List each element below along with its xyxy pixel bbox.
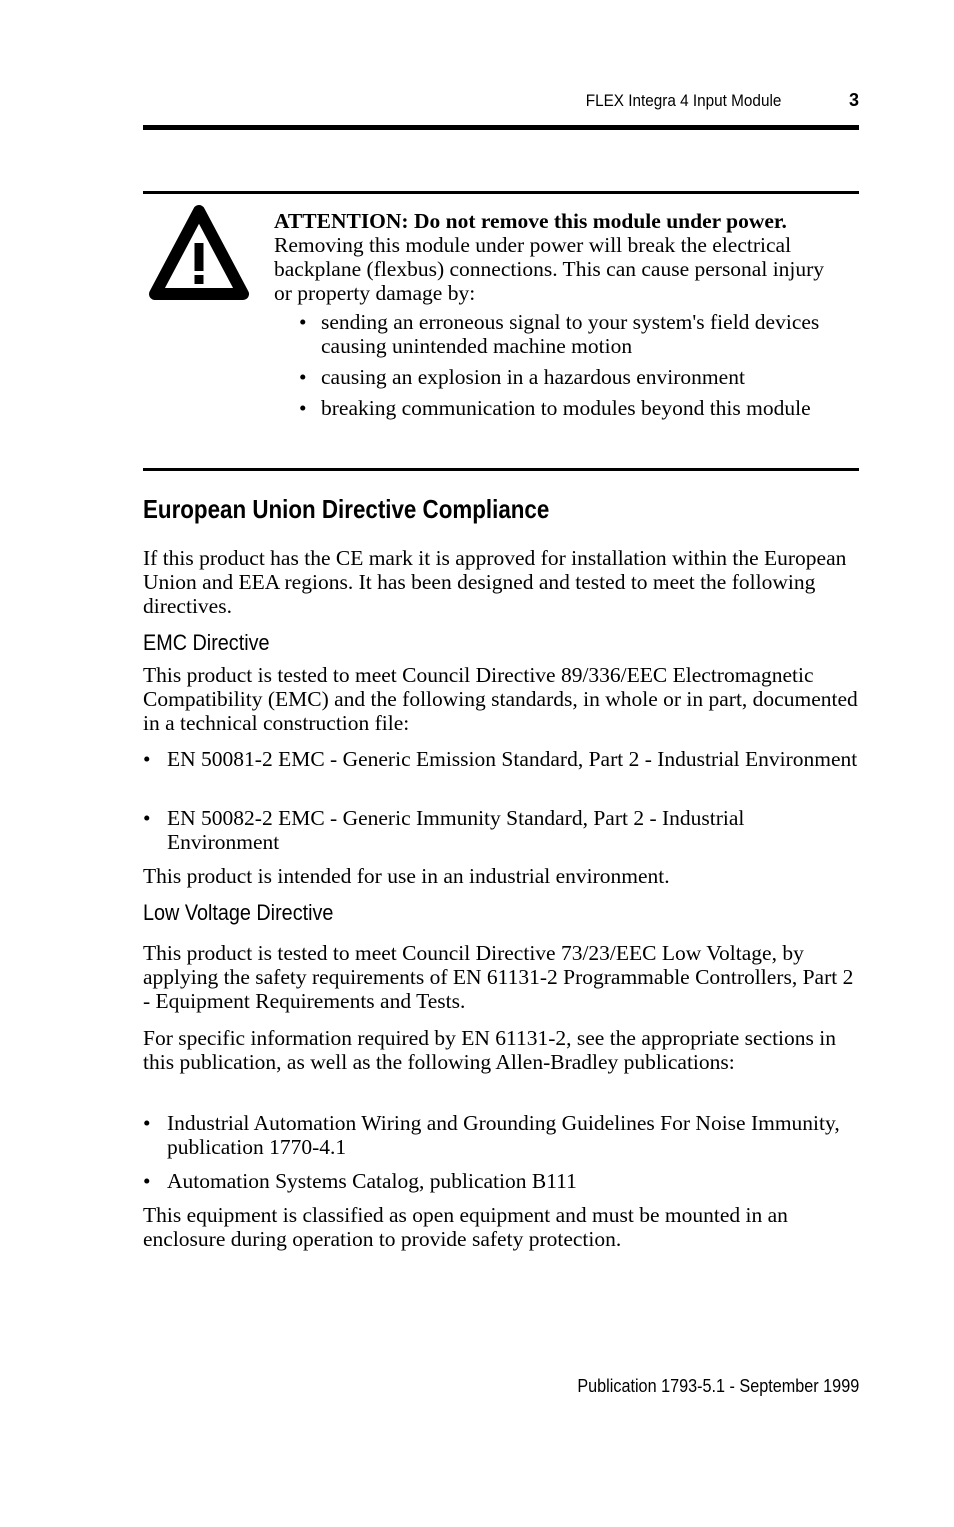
emc-note: This product is intended for use in an industrial environment.: [143, 864, 670, 888]
list-item: • Industrial Automation Wiring and Grounding Guidelines For Noise Immunity, publication 1770-4.1: [143, 1111, 859, 1159]
list-item: • Automation Systems Catalog, publication B111: [143, 1169, 859, 1193]
publication-footer: Publication 1793-5.1 - September 1999: [577, 1376, 859, 1396]
emc-paragraph: This product is tested to meet Council Directive 89/336/EEC Electromagnetic Compatibility (EMC) and the following standards, in whole or in part, documented in a technical construction file:: [143, 663, 858, 735]
attention-text: Removing this module under power will break the electrical backplane (flexbus) connections. This can cause personal injury or property damage by:: [274, 233, 825, 305]
attention-paragraph: [274, 209, 846, 305]
page-number: 3: [848, 90, 859, 110]
closing-paragraph: This equipment is classified as open equipment and must be mounted in an enclosure during operation to provide safety protection.: [143, 1203, 788, 1251]
list-item: • breaking communication to modules beyond this module: [274, 396, 846, 420]
running-title: FLEX Integra 4 Input Module: [585, 91, 781, 110]
attention-label: ATTENTION:: [274, 209, 409, 233]
intro-paragraph: If this product has the CE mark it is approved for installation within the European Union and EEA regions. It has been designed and tested to meet the following directives.: [143, 546, 847, 618]
emc-heading: EMC Directive: [143, 630, 270, 655]
emc-standards-list-2: [143, 806, 859, 854]
list-item: • EN 50082-2 EMC - Generic Immunity Standard, Part 2 - Industrial Environment: [143, 806, 859, 854]
lvd-paragraph-2: For specific information required by EN 61131-2, see the appropriate sections in this publication, as well as the following Allen-Bradley publications:: [143, 1026, 836, 1074]
attention-notice: [274, 209, 846, 427]
list-item: • sending an erroneous signal to your system's field devices causing unintended machine motion: [274, 310, 846, 358]
attention-bottom-rule: [143, 468, 859, 471]
attention-top-rule: [143, 191, 859, 194]
lvd-heading: Low Voltage Directive: [143, 900, 334, 925]
attention-bullet-list: [274, 310, 846, 420]
publications-list-2: [143, 1169, 859, 1193]
header-rule: [143, 125, 859, 130]
section-heading: European Union Directive Compliance: [143, 494, 550, 524]
page-header: [143, 88, 859, 116]
list-item: • causing an explosion in a hazardous environment: [274, 365, 846, 389]
attention-bold-text: Do not remove this module under power.: [413, 209, 787, 233]
lvd-paragraph-1: This product is tested to meet Council Directive 73/23/EEC Low Voltage, by applying the safety requirements of EN 61131-2 Programmable Controllers, Part 2 - Equipment Requirements and Tests.: [143, 941, 854, 1013]
publications-list: [143, 1111, 859, 1159]
warning-triangle-icon: [149, 203, 249, 303]
list-item: • EN 50081-2 EMC - Generic Emission Standard, Part 2 - Industrial Environment: [143, 747, 859, 771]
emc-standards-list: [143, 747, 859, 771]
